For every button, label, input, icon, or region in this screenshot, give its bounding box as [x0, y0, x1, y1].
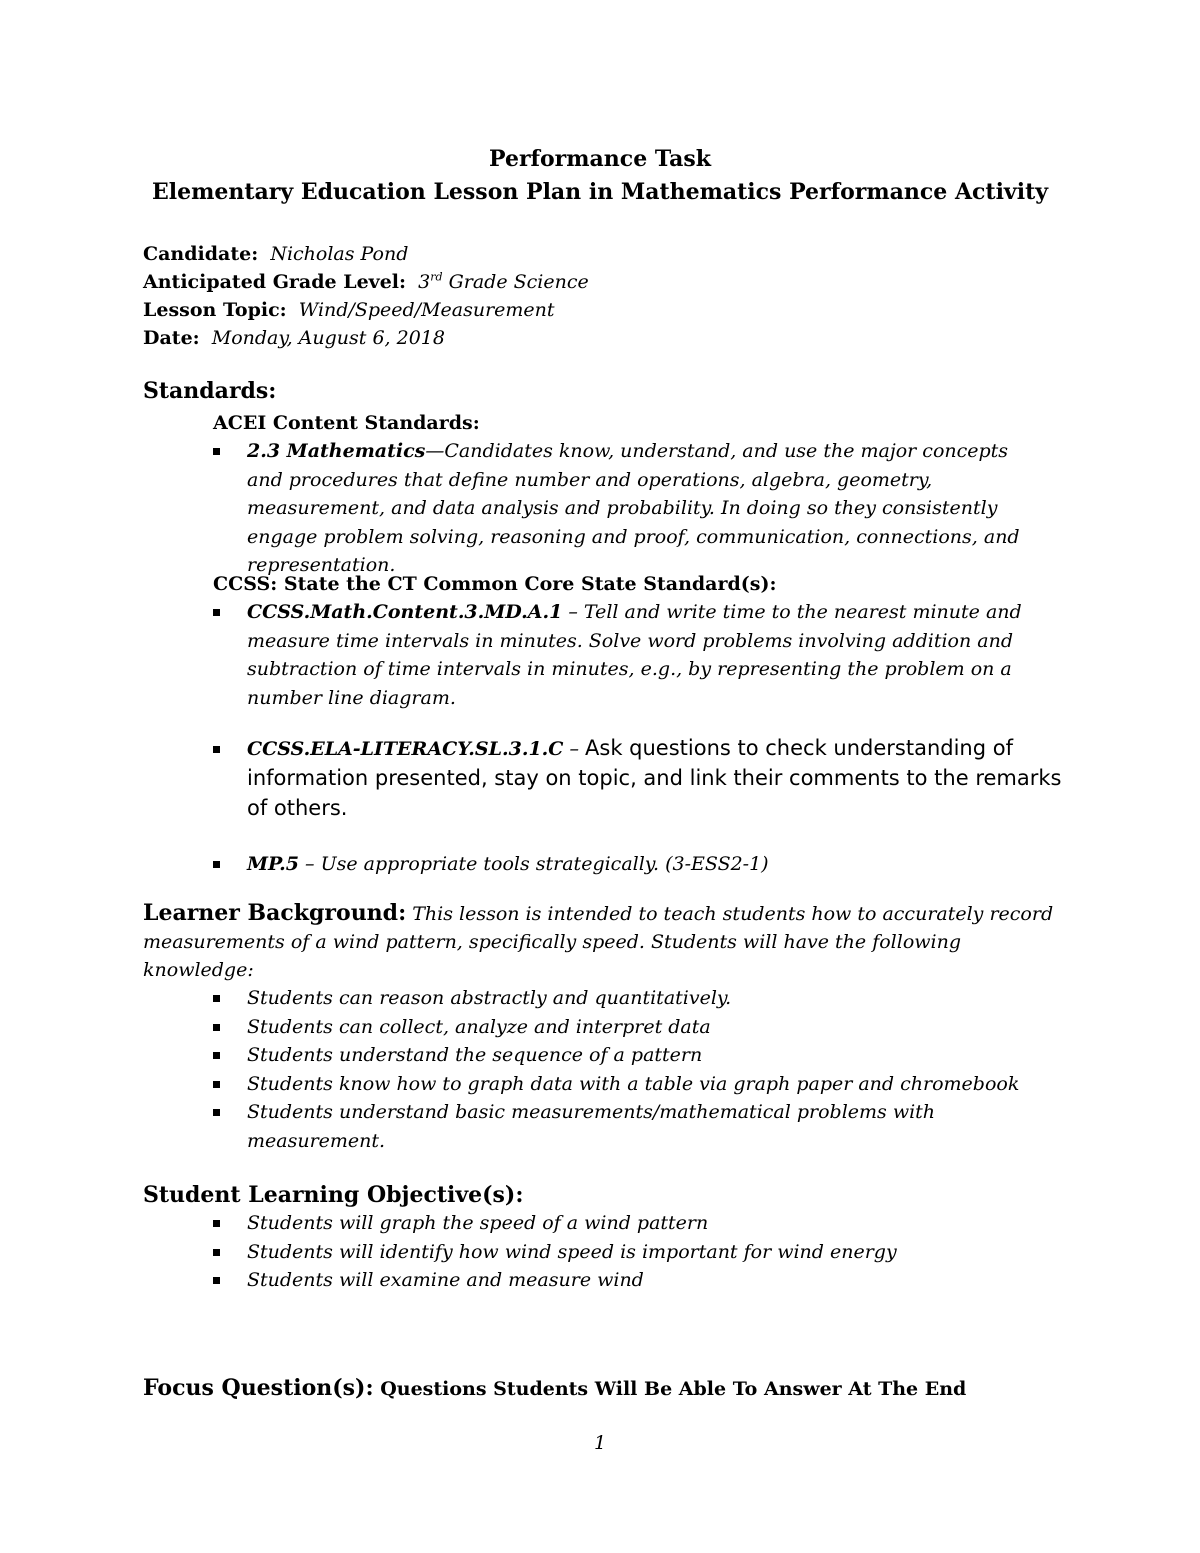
title-block: [0, 143, 1200, 209]
date-line: [143, 324, 589, 352]
topic-line: [143, 296, 589, 324]
objectives-list: [213, 1209, 1053, 1295]
topic-label: Lesson Topic:: [143, 299, 287, 321]
bullet-icon: [213, 1249, 220, 1256]
learner-background-list: [213, 984, 1053, 1155]
list-item: [213, 984, 1053, 1013]
bullet-icon: [213, 995, 220, 1002]
grade-line: [143, 268, 589, 296]
focus-heading: Focus Question(s):: [143, 1375, 374, 1401]
list-item-text: Students understand basic measurements/mathematical problems with measurement.: [247, 1101, 936, 1152]
standard-dash: –: [563, 738, 586, 760]
list-item: [213, 1070, 1053, 1099]
bullet-icon: [213, 1081, 220, 1088]
standards-heading: Standards:: [143, 378, 277, 404]
bullet-icon: [213, 1277, 220, 1284]
list-item: [213, 1098, 967, 1155]
bullet-icon: [213, 1052, 220, 1059]
ccss-list-2: [213, 734, 1063, 824]
standard-text: – Use appropriate tools strategically. (3-ESS2-1): [299, 853, 769, 875]
list-item: [213, 1013, 1053, 1042]
grade-sup: rd: [430, 270, 443, 284]
candidate-label: Candidate:: [143, 243, 259, 265]
learner-background-intro: This lesson is intended to teach students how to accurately record measurements of a wind pattern, specifically speed. Students will have the following knowledge:: [143, 903, 1054, 981]
list-item: [213, 598, 1043, 712]
standard-code: MP.5: [247, 853, 300, 875]
list-item: [213, 734, 1063, 824]
date-label: Date:: [143, 327, 200, 349]
grade-label: Anticipated Grade Level:: [143, 271, 407, 293]
standard-code: CCSS.Math.Content.3.MD.A.1: [247, 601, 563, 623]
acei-heading: ACEI Content Standards:: [213, 412, 480, 434]
page-number: 1: [593, 1432, 607, 1454]
page-title: Performance Task: [489, 146, 711, 172]
list-item: [213, 437, 1048, 580]
objectives-heading: Student Learning Objective(s):: [143, 1182, 524, 1208]
bullet-icon: [213, 448, 220, 455]
lesson-info: [143, 240, 589, 352]
ccss-list: [213, 598, 1043, 712]
date-value: Monday, August 6, 2018: [211, 327, 445, 349]
bullet-icon: [213, 609, 220, 616]
list-item: [213, 1041, 1053, 1070]
standard-text: —Candidates know, understand, and use the major concepts and procedures that define number and operations, algebra, geometry, measurement, and data analysis and probability. In doing so they consistently engage problem solving, reasoning and proof, communication, connections, and representation.: [247, 440, 1020, 576]
list-item-text: Students will graph the speed of a wind pattern: [247, 1212, 709, 1234]
standard-code: 2.3 Mathematics: [247, 440, 426, 462]
list-item-text: Students can collect, analyze and interpret data: [247, 1015, 711, 1038]
standard-text: Ask questions to check understanding of information presented, stay on topic, and link their comments to the remarks of others.: [247, 736, 1062, 820]
list-item-text: Students will examine and measure wind: [247, 1269, 644, 1291]
focus-questions: [143, 1375, 966, 1401]
bullet-icon: [213, 1109, 220, 1116]
list-item-text: Students understand the sequence of a pattern: [247, 1044, 703, 1066]
list-item-text: Students will identify how wind speed is important for wind energy: [247, 1240, 897, 1263]
candidate-value: Nicholas Pond: [270, 243, 409, 265]
ccss-heading: CCSS: State the CT Common Core State Standard(s):: [213, 573, 777, 595]
page-subtitle: Elementary Education Lesson Plan in Mathematics Performance Activity: [151, 179, 1049, 205]
focus-subheading: Questions Students Will Be Able To Answer At The End: [373, 1378, 967, 1400]
list-item: [213, 850, 1043, 879]
ccss-list-3: [213, 850, 1043, 879]
learner-background-heading: Learner Background:: [143, 900, 407, 926]
bullet-icon: [213, 1024, 220, 1031]
list-item: [213, 1209, 1053, 1238]
list-item-text: Students can reason abstractly and quantitatively.: [247, 987, 732, 1009]
bullet-icon: [213, 1220, 220, 1227]
list-item-text: Students know how to graph data with a table via graph paper and chromebook: [247, 1072, 1020, 1095]
bullet-icon: [213, 861, 220, 868]
acei-list: [213, 437, 1048, 580]
standard-text: – Tell and write time to the nearest minute and measure time intervals in minutes. Solve word problems involving addition and subtraction of time intervals in minutes, e.g., by representing the problem on a number line diagram.: [247, 601, 1022, 709]
standard-code: CCSS.ELA-LITERACY.SL.3.1.C: [247, 738, 564, 760]
bullet-icon: [213, 746, 220, 753]
list-item: [213, 1238, 1053, 1267]
grade-num: 3: [418, 271, 431, 293]
candidate-line: [143, 240, 589, 268]
topic-value: Wind/Speed/Measurement: [298, 299, 555, 321]
list-item: [213, 1266, 1053, 1295]
learner-background: [143, 899, 1063, 984]
grade-rest: Grade Science: [442, 271, 589, 293]
